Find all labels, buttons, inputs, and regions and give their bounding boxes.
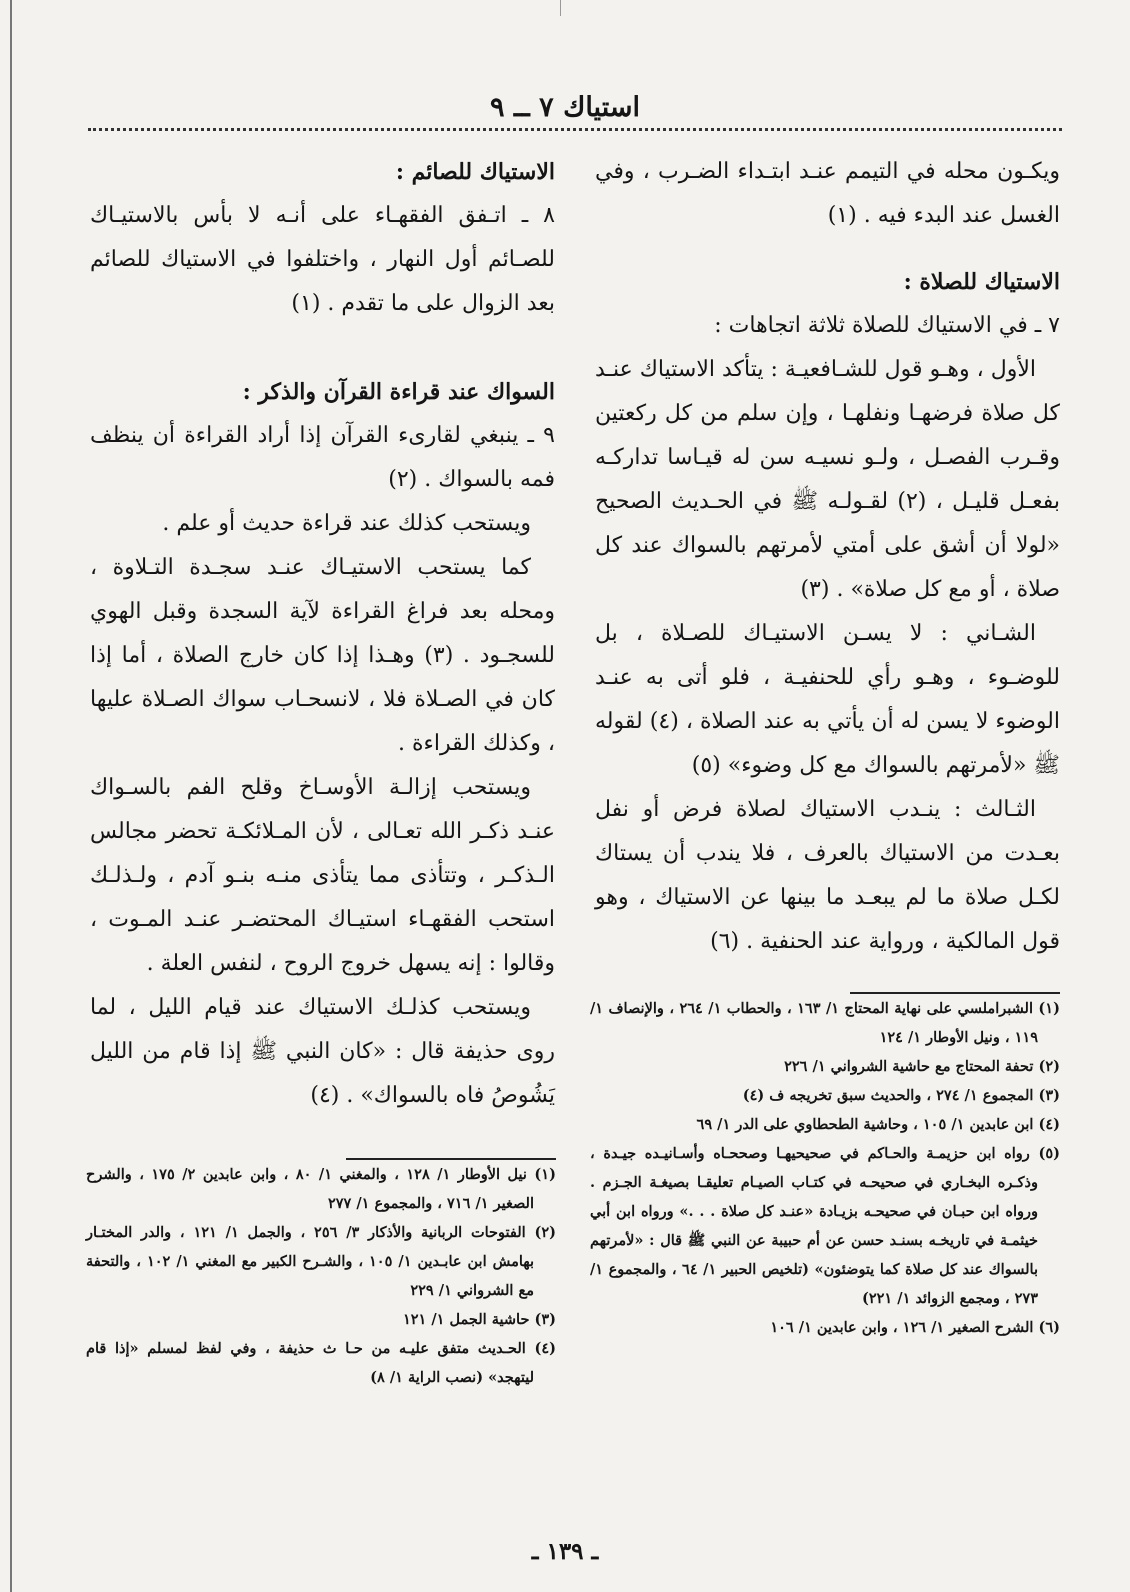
page-left-edge <box>10 0 12 1592</box>
footnote: (٤) ابن عابدين ١/ ١٠٥ ، وحاشية الطحطاوي على الدر ١/ ٦٩ <box>696 1116 1060 1133</box>
heading-fasting: الاستياك للصائم : <box>395 159 555 185</box>
heading-prayer: الاستياك للصلاة : <box>903 269 1060 295</box>
paragraph-night-prayer: ويستحب كذلـك الاستياك عند قيام الليل ، لما روى حذيفة قال : «كان النبي ﷺ إذا قام من الليل يَشُوصُ فاه بالسواك» . (٤) <box>90 995 555 1108</box>
left-footnotes <box>86 1158 556 1392</box>
page-number: ـ ١٣٩ ـ <box>531 1538 599 1565</box>
footnote: (١) نيل الأوطار ١/ ١٢٨ ، والمغني ١/ ٨٠ ، وابن عابدين ٢/ ١٧٥ ، والشرح الصغير ١/ ٧١٦ ، والمجموع ١/ ٢٧٧ <box>86 1166 556 1212</box>
paragraph-9: ٩ ـ ينبغي لقارىء القرآن إذا أراد القراءة أن ينظف فمه بالسواك . (٢) <box>90 423 555 492</box>
paragraph-sajda: كما يستحب الاستيـاك عنـد سجـدة التـلاوة ، ومحله بعد فراغ القراءة لآية السجدة وقبل الهوي للسجـود . (٣) وهـذا إذا كان خارج الصلاة ، أما إذا كان في الصـلاة فلا ، لانسحـاب سواك الصـلاة عليها ، وكذلك القراءة . <box>90 555 555 756</box>
page-top-mark <box>560 0 561 16</box>
running-header: استياك ٧ ــ ٩ <box>490 92 640 123</box>
footnote: (٦) الشرح الصغير ١/ ١٢٦ ، وابن عابدين ١/ ١٠٦ <box>770 1319 1060 1336</box>
footnote: (٢) الفتوحات الربانية والأذكار ٣/ ٢٥٦ ، والجمل ١/ ١٢١ ، والدر المختـار بهامش ابن عابـدين ١/ ١٠٥ ، والشـرح الكبير مع المغني ١/ ١٠٢ ، والتحفة مع الشرواني ١/ ٢٢٩ <box>86 1224 556 1299</box>
paragraph-hadith-reading: ويستحب كذلك عند قراءة حديث أو علم . <box>162 511 531 536</box>
heading-quran-reading: السواك عند قراءة القرآن والذكر : <box>242 379 555 405</box>
paragraph-second-view: الشـاني : لا يسـن الاستيـاك للصـلاة ، بل للوضـوء ، وهـو رأي للحنفيـة ، فلو أتى به عنـد الوضوء لا يسن له أن يأتي به عند الصلاة ، (٤) لقوله ﷺ «لأمرتهم بالسواك مع كل وضوء» (٥) <box>595 621 1061 778</box>
footnote: (٣) المجموع ١/ ٢٧٤ ، والحديث سبق تخريجه ف (٤) <box>742 1087 1060 1104</box>
left-column <box>90 150 555 1118</box>
footnote: (٤) الحـديث متفق عليـه من حـا ث حذيفة ، وفي لفظ لمسلم «إذا قام ليتهجد» (نصب الراية ١/ ٨) <box>86 1340 556 1386</box>
footnote: (٣) حاشية الجمل ١/ ١٢١ <box>402 1311 556 1328</box>
paragraph-third-view: الثـالث : ينـدب الاستياك لصلاة فرض أو نفل بعـدت من الاستياك بالعرف ، فلا يندب أن يستاك لكـل صلاة ما لم يبعـد ما بينها عن الاستياك ، وهو قول المالكية ، ورواية عند الحنفية . (٦) <box>595 797 1060 954</box>
right-column <box>595 150 1060 964</box>
footnote: (٢) تحفة المحتاج مع حاشية الشرواني ١/ ٢٢٦ <box>784 1058 1060 1075</box>
header-dotted-rule <box>88 128 1062 131</box>
paragraph-7: ٧ ـ في الاستياك للصلاة ثلاثة اتجاهات : <box>714 313 1060 338</box>
footnote: (١) الشبراملسي على نهاية المحتاج ١/ ١٦٣ ، والحطاب ١/ ٢٦٤ ، والإنصاف ١/ ١١٩ ، ونيل الأوطار ١/ ١٢٤ <box>590 1000 1060 1046</box>
paragraph-8: ٨ ـ اتـفق الفقهـاء على أنـه لا بأس بالاستيـاك للصـائم أول النهار ، واختلفوا في الاستياك للصائم بعد الزوال على ما تقدم . (١) <box>90 203 555 316</box>
right-footnotes <box>590 992 1060 1342</box>
paragraph-dhikr: ويستحب إزالـة الأوسـاخ وقلح الفم بالسـواك عنـد ذكـر الله تعـالى ، لأن المـلائكـة تحضر مجالس الـذكـر ، وتتأذى مما يتأذى منـه بنـو آدم ، ولـذلـك استحب الفقهـاء استيـاك المحتضـر عنـد المـوت ، وقالوا : إنه يسهل خروج الروح ، لنفس العلة . <box>90 775 555 976</box>
footnote: (٥) رواه ابن حزيمـة والحـاكم في صحيحيهـا وصححـاه وأسـانيـده جيـدة ، وذكـره البخـاري في صحيحـه في كتـاب الصيـام تعليقـا بصيغـة الجـزم . ورواه ابن حبـان في صحيحـه بزيـادة «عنـد كل صلاة . . .» ورواه ابن أبي خيثمـة في تاريخـه بسنـد حسن عن أم حبيبة عن النبي ﷺ قال : «لأمرتهم بالسواك عند كل صلاة كما يتوضئون» (تلخيص الحبير ١/ ٦٤ ، والمجموع ١/ ٢٧٣ ، ومجمع الزوائد ١/ ٢٢١) <box>590 1145 1060 1307</box>
right-intro-paragraph: ويكـون محله في التيمم عنـد ابتـداء الضـرب ، وفي الغسل عند البدء فيه . (١) <box>595 159 1060 228</box>
paragraph-first-view: الأول ، وهـو قول للشـافعيـة : يتأكد الاستياك عنـد كل صلاة فرضهـا ونفلهـا ، وإن سلم من كل ركعتين وقـرب الفصـل ، ولـو نسيـه سن له قيـاسا تداركـه بفعـل قليـل ، (٢) لقـولـه ﷺ في الحـديث الصحيح «لولا أن أشق على أمتي لأمرتهم بالسواك عند كل صلاة ، أو مع كل صلاة» . (٣) <box>595 357 1060 602</box>
